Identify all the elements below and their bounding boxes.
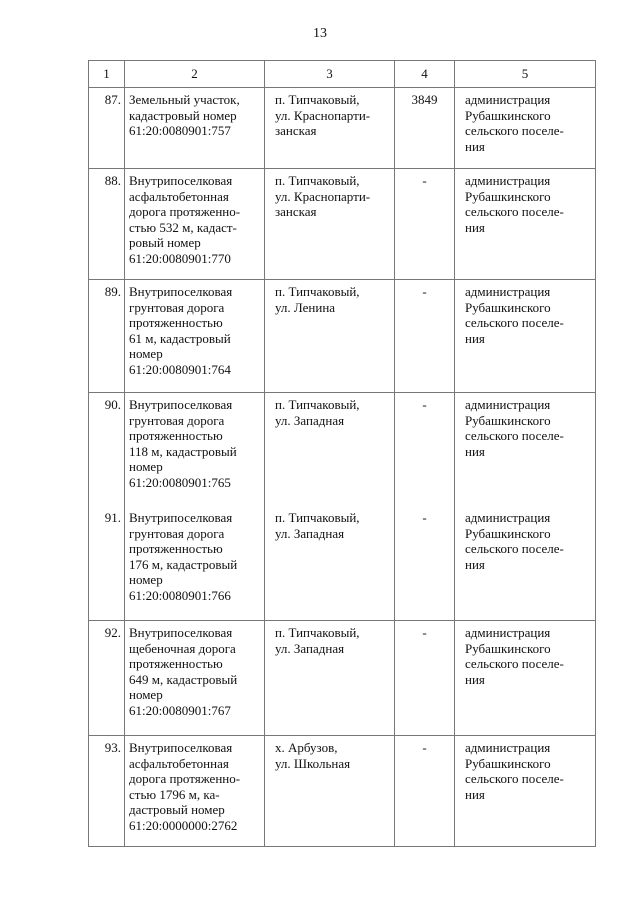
addr-line: ул. Ленина [275,299,336,315]
addr-line: занская [275,123,317,139]
table-row [89,621,596,736]
object-description [125,169,265,280]
addr-line: ул. Западная [275,525,345,541]
desc-line: дорога протяженно- [129,204,241,220]
object-area: - [395,736,455,847]
object-owner [455,88,596,169]
owner-line: сельского поселе- [465,428,564,444]
owner-line: администрация [465,284,551,299]
addr-line: п. Типчаковый, [275,284,360,299]
column-header-1: 1 [89,61,125,88]
row-number: 87. [89,88,125,169]
object-description [125,506,265,621]
desc-line: грунтовая дорога [129,525,225,541]
desc-line: Внутрипоселковая [129,740,233,755]
object-area: 3849 [395,88,455,169]
addr-line: п. Типчаковый, [275,173,360,188]
owner-line: сельского поселе- [465,541,564,557]
addr-line: ул. Школьная [275,755,351,771]
table-row [89,169,596,280]
object-area: - [395,506,455,621]
owner-line: администрация [465,92,551,107]
desc-line: 61:20:0000000:2762 [129,817,238,833]
owner-line: администрация [465,510,551,525]
owner-line: администрация [465,397,551,412]
desc-line: 118 м, кадастровый [129,443,237,459]
desc-line: 61:20:0080901:767 [129,702,231,718]
desc-line: 176 м, кадастровый [129,556,238,572]
addr-line: ул. Западная [275,412,345,428]
table-row [89,393,596,507]
column-header-2: 2 [125,61,265,88]
desc-line: щебеночная дорога [129,640,236,656]
table-row [89,88,596,169]
object-address [265,393,395,507]
column-header-4: 4 [395,61,455,88]
object-address [265,88,395,169]
object-area: - [395,393,455,507]
desc-line: 61:20:0080901:766 [129,587,231,603]
object-owner [455,621,596,736]
owner-line: администрация [465,740,551,755]
object-owner [455,506,596,621]
owner-line: ния [465,330,485,346]
addr-line: п. Типчаковый, [275,397,360,412]
owner-line: ния [465,443,485,459]
object-description [125,736,265,847]
desc-line: кадастровый номер [129,107,237,123]
row-number: 93. [89,736,125,847]
object-area: - [395,280,455,393]
owner-line: ния [465,786,485,802]
desc-line: протяженностью [129,315,223,331]
desc-line: грунтовая дорога [129,412,225,428]
desc-line: номер [129,459,163,475]
object-address [265,280,395,393]
addr-line: ул. Западная [275,640,345,656]
desc-line: номер [129,346,163,362]
object-owner [455,280,596,393]
desc-line: Внутрипоселковая [129,397,233,412]
desc-line: 61:20:0080901:757 [129,123,231,139]
desc-line: номер [129,572,163,588]
desc-line: номер [129,687,163,703]
desc-line: дорога протяженно- [129,771,241,787]
object-owner [455,393,596,507]
owner-line: ния [465,556,485,572]
column-header-5: 5 [455,61,596,88]
desc-line: стью 532 м, кадаст- [129,219,237,235]
object-address [265,621,395,736]
object-address [265,506,395,621]
addr-line: ул. Краснопарти- [275,107,371,123]
desc-line: 61:20:0080901:770 [129,250,231,266]
owner-line: Рубашкинского [465,755,551,771]
owner-line: администрация [465,173,551,188]
addr-line: п. Типчаковый, [275,625,360,640]
desc-line: ровый номер [129,235,201,251]
table-row [89,506,596,621]
owner-line: сельского поселе- [465,123,564,139]
desc-line: Внутрипоселковая [129,284,233,299]
owner-line: Рубашкинского [465,107,551,123]
table-row [89,280,596,393]
desc-line: 61:20:0080901:765 [129,474,231,490]
desc-line: Внутрипоселковая [129,510,233,525]
object-address [265,736,395,847]
object-description [125,393,265,507]
desc-line: асфальтобетонная [129,188,229,204]
object-area: - [395,169,455,280]
column-header-3: 3 [265,61,395,88]
desc-line: Внутрипоселковая [129,173,233,188]
owner-line: сельского поселе- [465,771,564,787]
owner-line: ния [465,138,485,154]
object-address [265,169,395,280]
row-number: 89. [89,280,125,393]
addr-line: п. Типчаковый, [275,92,360,107]
desc-line: стью 1796 м, ка- [129,786,220,802]
owner-line: ния [465,219,485,235]
row-number: 88. [89,169,125,280]
page-number: 13 [313,26,327,41]
object-owner [455,169,596,280]
owner-line: сельского поселе- [465,656,564,672]
object-owner [455,736,596,847]
desc-line: 649 м, кадастровый [129,671,238,687]
desc-line: асфальтобетонная [129,755,229,771]
addr-line: п. Типчаковый, [275,510,360,525]
desc-line: протяженностью [129,541,223,557]
owner-line: администрация [465,625,551,640]
addr-line: ул. Краснопарти- [275,188,371,204]
desc-line: 61 м, кадастровый [129,330,231,346]
owner-line: Рубашкинского [465,188,551,204]
addr-line: х. Арбузов, [275,740,338,755]
desc-line: Земельный участок, [129,92,240,107]
owner-line: ния [465,671,485,687]
desc-line: грунтовая дорога [129,299,225,315]
row-number: 91. [89,506,125,621]
desc-line: дастровый номер [129,802,225,818]
owner-line: Рубашкинского [465,299,551,315]
owner-line: Рубашкинского [465,525,551,541]
addr-line: занская [275,204,317,220]
owner-line: Рубашкинского [465,640,551,656]
row-number: 92. [89,621,125,736]
desc-line: 61:20:0080901:764 [129,361,231,377]
owner-line: сельского поселе- [465,204,564,220]
owner-line: Рубашкинского [465,412,551,428]
desc-line: Внутрипоселковая [129,625,233,640]
table-row [89,736,596,847]
property-table [88,60,596,847]
object-description [125,88,265,169]
desc-line: протяженностью [129,656,223,672]
object-description [125,280,265,393]
owner-line: сельского поселе- [465,315,564,331]
header-row [89,61,596,88]
object-description [125,621,265,736]
object-area: - [395,621,455,736]
row-number: 90. [89,393,125,507]
desc-line: протяженностью [129,428,223,444]
